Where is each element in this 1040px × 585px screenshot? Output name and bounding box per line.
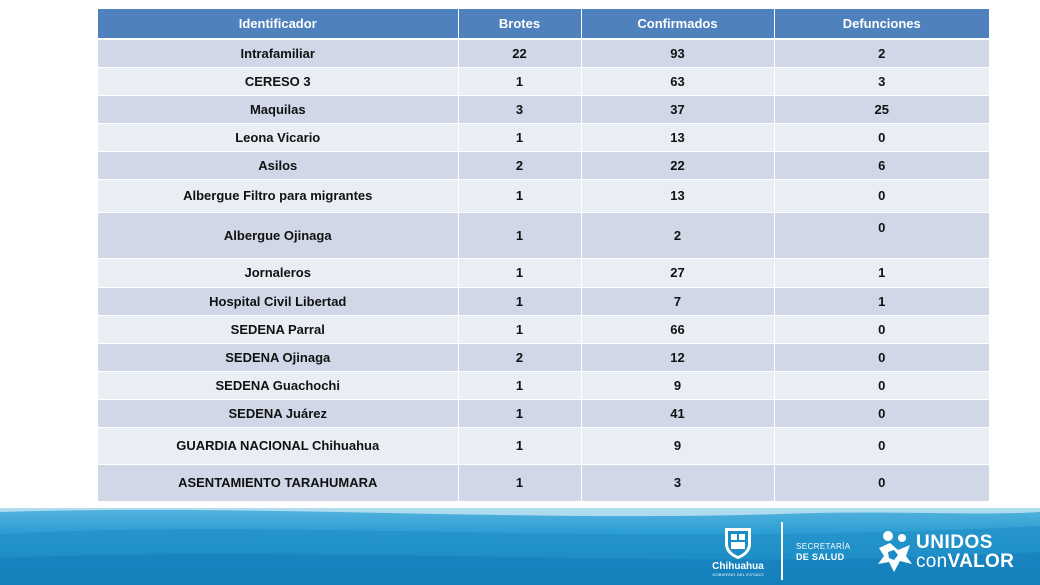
cell-confirmados: 9: [581, 427, 774, 464]
outbreaks-table: [98, 9, 989, 502]
cell-confirmados: 9: [581, 371, 774, 399]
table-row: [98, 39, 989, 67]
cell-identificador: ASENTAMIENTO TARAHUMARA: [98, 464, 458, 501]
table-header-row: [98, 9, 989, 39]
secretaria-label: SECRETARÍA: [796, 542, 851, 551]
cell-identificador: Intrafamiliar: [98, 39, 458, 67]
cell-defunciones: 0: [774, 212, 989, 258]
cell-defunciones: 1: [774, 287, 989, 315]
cell-identificador: GUARDIA NACIONAL Chihuahua: [98, 427, 458, 464]
cell-defunciones: 0: [774, 123, 989, 151]
cell-brotes: 1: [458, 399, 581, 427]
cell-confirmados: 22: [581, 151, 774, 179]
cell-defunciones: 2: [774, 39, 989, 67]
cell-defunciones: 0: [774, 464, 989, 501]
cell-confirmados: 66: [581, 315, 774, 343]
table-row: [98, 95, 989, 123]
table-row: [98, 212, 989, 258]
unidos-text: UNIDOS: [916, 532, 993, 553]
cell-confirmados: 37: [581, 95, 774, 123]
cell-confirmados: 3: [581, 464, 774, 501]
cell-identificador: SEDENA Guachochi: [98, 371, 458, 399]
cell-identificador: Asilos: [98, 151, 458, 179]
header-identificador: Identificador: [98, 9, 458, 39]
table-row: [98, 67, 989, 95]
chihuahua-subtitle: GOBIERNO DEL ESTADO: [712, 572, 764, 577]
table-row: [98, 123, 989, 151]
table-row: [98, 399, 989, 427]
cell-defunciones: 0: [774, 399, 989, 427]
chihuahua-logo: [703, 526, 773, 582]
cell-brotes: 2: [458, 151, 581, 179]
cell-confirmados: 93: [581, 39, 774, 67]
logo-divider: [781, 522, 783, 580]
cell-defunciones: 0: [774, 315, 989, 343]
cell-identificador: SEDENA Juárez: [98, 399, 458, 427]
cell-defunciones: 25: [774, 95, 989, 123]
cell-identificador: CERESO 3: [98, 67, 458, 95]
header-confirmados: Confirmados: [581, 9, 774, 39]
cell-brotes: 1: [458, 258, 581, 287]
cell-identificador: Hospital Civil Libertad: [98, 287, 458, 315]
cell-defunciones: 0: [774, 343, 989, 371]
unidos-con-valor-logo: [876, 526, 1026, 580]
cell-defunciones: 3: [774, 67, 989, 95]
cell-brotes: 1: [458, 315, 581, 343]
cell-defunciones: 0: [774, 427, 989, 464]
table-row: [98, 179, 989, 212]
cell-defunciones: 0: [774, 371, 989, 399]
header-brotes: Brotes: [458, 9, 581, 39]
table-row: [98, 151, 989, 179]
cell-identificador: SEDENA Parral: [98, 315, 458, 343]
table-row: [98, 315, 989, 343]
table-row: [98, 287, 989, 315]
cell-identificador: Albergue Filtro para migrantes: [98, 179, 458, 212]
table-row: [98, 258, 989, 287]
de-salud-label: DE SALUD: [796, 552, 845, 562]
cell-brotes: 2: [458, 343, 581, 371]
con-valor-text: [916, 552, 1014, 572]
cell-brotes: 1: [458, 371, 581, 399]
header-defunciones: Defunciones: [774, 9, 989, 39]
con-text: con: [916, 551, 948, 572]
secretaria-salud-logo: [796, 541, 851, 563]
cell-confirmados: 13: [581, 179, 774, 212]
cell-confirmados: 41: [581, 399, 774, 427]
cell-confirmados: 7: [581, 287, 774, 315]
cell-brotes: 1: [458, 212, 581, 258]
cell-confirmados: 13: [581, 123, 774, 151]
cell-brotes: 22: [458, 39, 581, 67]
cell-identificador: Leona Vicario: [98, 123, 458, 151]
coat-of-arms-icon: [723, 526, 753, 560]
table-row: [98, 371, 989, 399]
cell-defunciones: 1: [774, 258, 989, 287]
cell-identificador: Albergue Ojinaga: [98, 212, 458, 258]
cell-defunciones: 0: [774, 179, 989, 212]
table-row: [98, 464, 989, 501]
cell-brotes: 1: [458, 287, 581, 315]
people-emblem-icon: [876, 528, 914, 576]
cell-brotes: 1: [458, 123, 581, 151]
table-row: [98, 343, 989, 371]
cell-brotes: 1: [458, 464, 581, 501]
cell-confirmados: 2: [581, 212, 774, 258]
footer-banner: [0, 508, 1040, 585]
cell-confirmados: 27: [581, 258, 774, 287]
cell-confirmados: 12: [581, 343, 774, 371]
cell-identificador: SEDENA Ojinaga: [98, 343, 458, 371]
cell-defunciones: 6: [774, 151, 989, 179]
cell-confirmados: 63: [581, 67, 774, 95]
chihuahua-name: Chihuahua: [712, 561, 764, 572]
cell-brotes: 1: [458, 427, 581, 464]
cell-brotes: 1: [458, 179, 581, 212]
cell-brotes: 3: [458, 95, 581, 123]
cell-identificador: Maquilas: [98, 95, 458, 123]
cell-brotes: 1: [458, 67, 581, 95]
table-row: [98, 427, 989, 464]
cell-identificador: Jornaleros: [98, 258, 458, 287]
valor-text: VALOR: [947, 551, 1015, 572]
